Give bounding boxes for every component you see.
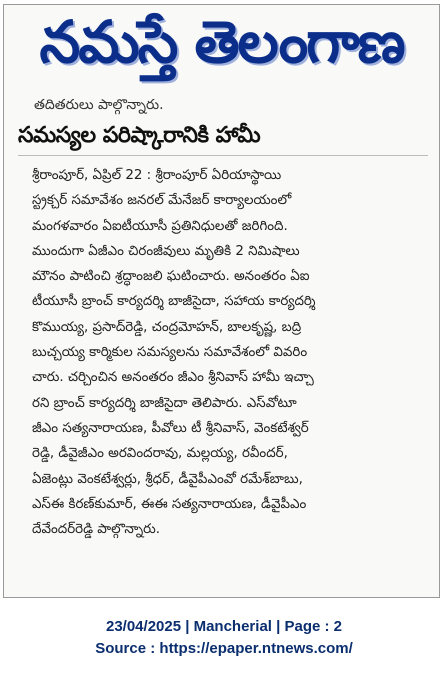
edition-info: 23/04/2025 | Mancherial | Page : 2 xyxy=(105,618,343,635)
masthead-logo: నమస్తే తెలంగాణ xyxy=(39,7,404,76)
headline-divider xyxy=(18,155,428,156)
newspaper-clipping xyxy=(3,4,440,598)
source-footer xyxy=(0,616,448,660)
source-link[interactable]: Source : https://epaper.ntnews.com/ xyxy=(95,640,353,657)
article-body: శ్రీరాంపూర్, ఏప్రిల్ 22 : శ్రీరాంపూర్ ఏరియాస్థాయి స్ట్రక్చర్ సమావేశం జనరల్ మేనేజర్ కార్యాలయంలో మంగళవారం ఏఐటీయూసీ ప్రతినిధులతో జరిగింది. ముందుగా ఏజీఎం చిరంజీవులు మృతికి 2 నిమిషాలు మౌనం పాటించి శ్రద్ధాంజలి ఘటించారు. అనంతరం ఏఐ టీయూసీ బ్రాంచ్ కార్యదర్శి బాజీసైదా, సహాయ కార్యదర్శి కొముయ్య, ప్రసాద్‌రెడ్డి, చంద్రమోహన్, బాలకృష్ణ, బద్రి బుచ్చయ్య కార్మికుల సమస్యలను సమావేశంలో వివరిం చారు. చర్చించిన అనంతరం జీఎం శ్రీనివాస్ హామీ ఇచ్చా రని బ్రాంచ్ కార్యదర్శి బాజీసైదా తెలిపారు. ఎస్‌వోటూ జీఎం సత్యనారాయణ, పీవోలు టీ శ్రీనివాస్, వెంకటేశ్వర్ రెడ్డి, డీవైజీఎం అరవిందరావు, మల్లయ్య, రవీందర్, ఏజెంట్లు వెంకటేశ్వర్లు, శ్రీధర్, డీవైపీఎంవో రమేశ్‌బాబు, ఎస్ఈ కిరణ్‌కుమార్, ఈఈ సత్యనారాయణ, డీవైపీఎం దేవేందర్‌రెడ్డి పాల్గొన్నారు. xyxy=(32,168,316,538)
previous-article-fragment: తదితరులు పాల్గొన్నారు. xyxy=(34,97,164,113)
article-headline: సమస్యల పరిష్కారానికి హామీ xyxy=(18,123,261,148)
